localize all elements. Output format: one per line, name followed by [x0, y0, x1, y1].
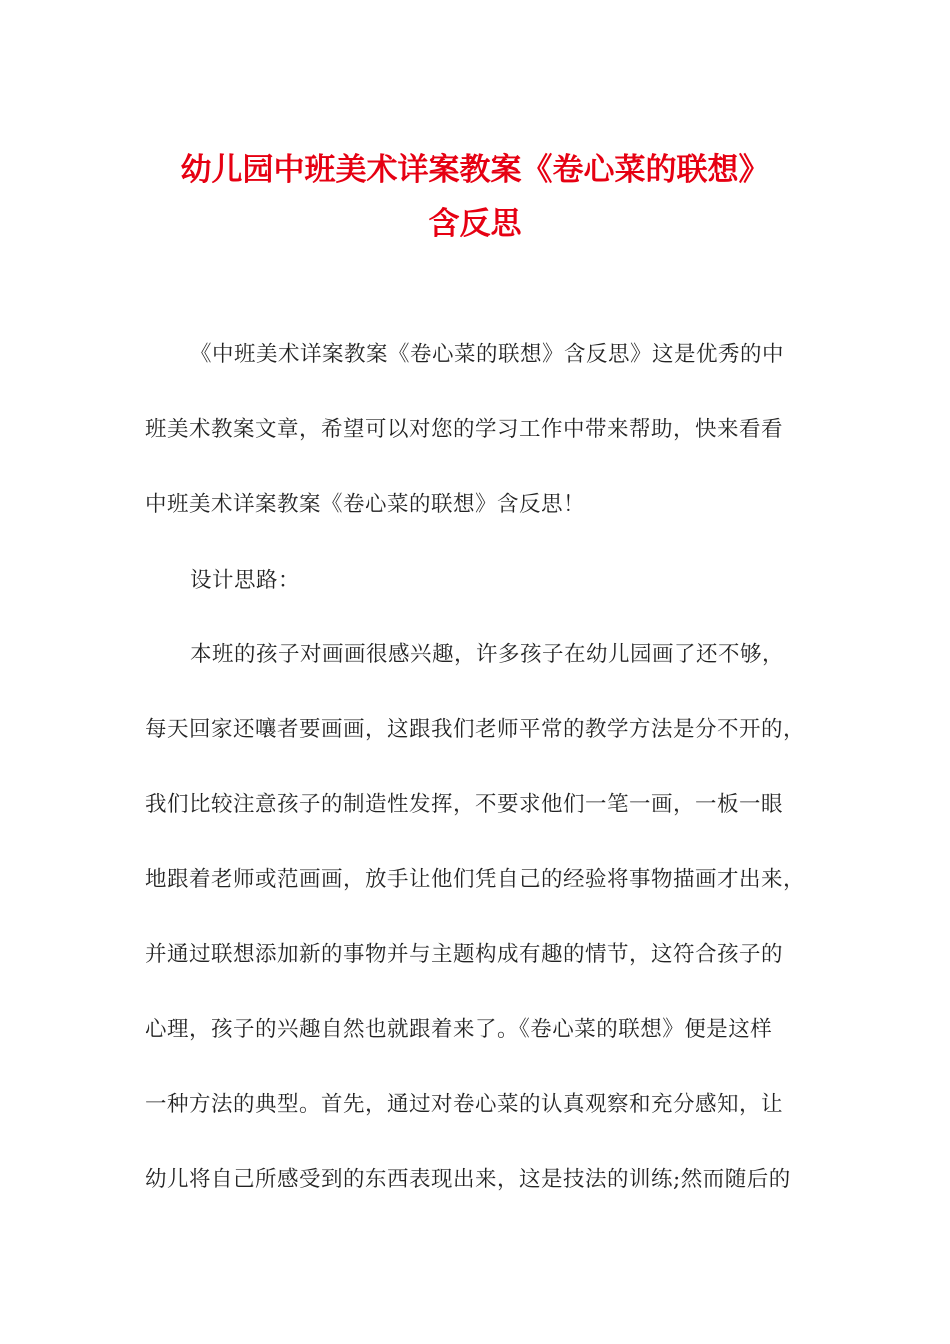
paragraph-line: 每天回家还嚷者要画画，这跟我们老师平常的教学方法是分不开的，: [145, 717, 806, 742]
paragraph-line: 幼儿将自己所感受到的东西表现出来，这是技法的训练;然而随后的: [145, 1167, 791, 1192]
paragraph-line: 班美术教案文章，希望可以对您的学习工作中带来帮助，快来看看: [145, 417, 784, 442]
title-line-2: 含反思: [428, 206, 522, 242]
paragraph-line: 地跟着老师或范画画，放手让他们凭自己的经验将事物描画才出来，: [145, 867, 806, 892]
paragraph-line: 并通过联想添加新的事物并与主题构成有趣的情节，这符合孩子的: [145, 942, 784, 967]
paragraph-line: 本班的孩子对画画很感兴趣，许多孩子在幼儿园画了还不够，: [190, 642, 785, 667]
paragraph-line: 心理，孩子的兴趣自然也就跟着来了。《卷心菜的联想》便是这样: [145, 1017, 773, 1042]
title-line-1: 幼儿园中班美术详案教案《卷心菜的联想》: [180, 152, 770, 188]
paragraph-line: 中班美术详案教案《卷心菜的联想》含反思！: [145, 492, 586, 517]
section-heading: 设计思路：: [190, 568, 301, 593]
paragraph-line: 《中班美术详案教案《卷心菜的联想》含反思》这是优秀的中: [190, 342, 785, 367]
paragraph-line: 我们比较注意孩子的制造性发挥，不要求他们一笔一画，一板一眼: [145, 792, 784, 817]
paragraph-line: 一种方法的典型。首先，通过对卷心菜的认真观察和充分感知，让: [145, 1092, 784, 1117]
document-title: [120, 143, 830, 251]
